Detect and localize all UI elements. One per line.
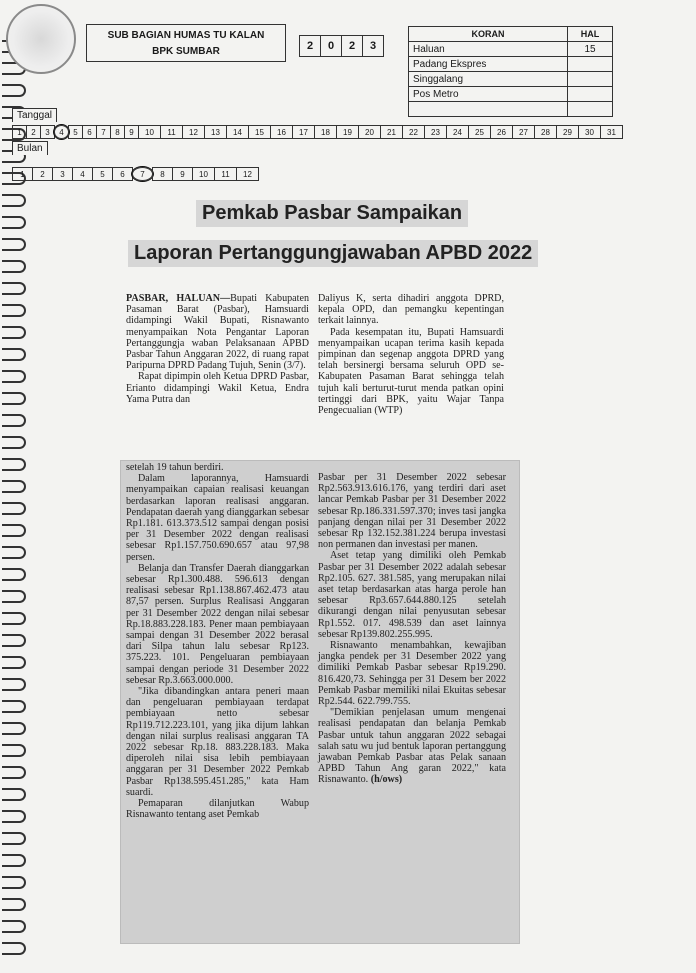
day-cell: 2 — [26, 125, 41, 139]
paragraph: Aset tetap yang dimiliki oleh Pemkab Pasbar per 31 Desember 2022 adalah sebesar Rp2.105. 627. 381.585, yang merupakan nilai aset tetap berdasarkan atas harga perole han sebesar Rp3.657.644.880.125 setelah dikurangi dengan nilai penyusutan sebesar Rp1.552. 017. 498.539 dan aset lainnya sebesar Rp139.802.255.995. — [318, 550, 506, 640]
office-name: SUB BAGIAN HUMAS TU KALAN — [107, 30, 265, 41]
day-cell: 29 — [556, 125, 579, 139]
day-cell: 26 — [490, 125, 513, 139]
tanggal-label: Tanggal — [12, 108, 57, 122]
office-unit: BPK SUMBAR — [152, 46, 220, 57]
binder-ring — [2, 480, 26, 493]
binder-ring — [2, 942, 26, 955]
year-digit: 2 — [299, 35, 321, 57]
day-cell: 16 — [270, 125, 293, 139]
month-cell: 3 — [52, 167, 73, 181]
binder-ring — [2, 854, 26, 867]
paper-page — [568, 72, 613, 87]
day-cell: 23 — [424, 125, 447, 139]
article-column-top-left — [126, 293, 309, 405]
paragraph: Risnawanto menambahkan, kewajiban jangka pendek per 31 Desember 2022 yang dimiliki Pemkab Pasbar sebesar Rp19.290. 816.420,73. Sehingga per 31 Desem ber 2022 Pemkab Pasbar memiliki nilai Ekuitas sebesar Rp2.544. 622.799.755. — [318, 640, 506, 708]
day-cell: 20 — [358, 125, 381, 139]
binder-ring — [2, 810, 26, 823]
month-cell: 8 — [152, 167, 173, 181]
day-cell: 28 — [534, 125, 557, 139]
day-cell: 21 — [380, 125, 403, 139]
day-cell: 18 — [314, 125, 337, 139]
day-cell: 15 — [248, 125, 271, 139]
day-cell: 10 — [138, 125, 161, 139]
paragraph: Bupati Kabupaten Pasaman Barat (Pasbar), Hamsuardi didampingi Wakil Bupati, Risnawanto menyampaikan Nota Pengantar Laporan Pertanggungja waban Pelaksanaan APBD Pasbar Tahun Anggaran 2022, di ruang rapat Paripurna DPRD Padang Tujuh, Senin (3/7). — [126, 293, 309, 372]
binder-ring — [2, 546, 26, 559]
month-cell: 2 — [32, 167, 53, 181]
binder-ring — [2, 524, 26, 537]
koran-header: KORAN — [409, 27, 568, 42]
paragraph: setelah 19 tahun berdiri. — [126, 462, 224, 473]
day-cell: 7 — [96, 125, 111, 139]
month-grid — [12, 167, 258, 181]
newspaper-table — [408, 26, 613, 117]
binder-ring — [2, 216, 26, 229]
binder-ring — [2, 612, 26, 625]
month-cell: 12 — [236, 167, 259, 181]
binder-ring — [2, 568, 26, 581]
day-cell: 27 — [512, 125, 535, 139]
day-cell: 13 — [204, 125, 227, 139]
paragraph: Pasbar per 31 Desember 2022 sebesar Rp2.563.913.616.176, yang terdiri dari aset lancar Pemkab Pasbar per 31 Desember 2022 sebesar Rp.186.331.597.370; inves tasi jangka panjang dengan nilai per 31 Desember 2022 sebesar Rp 132.152.381.224 berupa investasi non permanen dan investasi per manen. — [318, 472, 506, 551]
month-cell: 6 — [112, 167, 133, 181]
binder-ring — [2, 920, 26, 933]
binder-ring — [2, 194, 26, 207]
paper-name — [409, 102, 568, 117]
day-cell: 22 — [402, 125, 425, 139]
article-column-bottom-right — [318, 472, 506, 786]
month-cell-selected: 7 — [132, 167, 153, 181]
month-cell: 9 — [172, 167, 193, 181]
headline-line-2: Laporan Pertanggungjawaban APBD 2022 — [128, 240, 538, 267]
bulan-label: Bulan — [12, 141, 48, 155]
binder-ring — [2, 876, 26, 889]
day-cell: 24 — [446, 125, 469, 139]
binder-ring — [2, 458, 26, 471]
day-cell-selected: 4 — [54, 125, 69, 139]
binder-ring — [2, 590, 26, 603]
binder-ring — [2, 788, 26, 801]
article-column-bottom-left — [126, 462, 309, 821]
binder-ring — [2, 502, 26, 515]
month-cell: 5 — [92, 167, 113, 181]
agency-seal-icon — [6, 4, 76, 74]
binder-ring — [2, 304, 26, 317]
month-cell: 11 — [214, 167, 237, 181]
binder-ring — [2, 766, 26, 779]
binder-ring — [2, 392, 26, 405]
paper-name: Pos Metro — [409, 87, 568, 102]
binder-ring — [2, 744, 26, 757]
paragraph: "Jika dibandingkan antara peneri maan dan pengeluaran pembiayaan terdapat pembiayaan netto sebesar Rp119.712.223.101, yang jika dijum lahkan dengan nilai surplus realisasi anggaran TA 2022 sebesar Rp.18. 883.228.183. Maka diperoleh nilai sisa lebih pembiayaan anggaran per 31 Desember 2022 Pemkab Pasbar Rp138.595.451.285," kata Ham suardi. — [126, 686, 309, 798]
binder-ring — [2, 678, 26, 691]
paragraph: Pada kesempatan itu, Bupati Hamsuardi menyampaikan ucapan terima kasih kepada pimpinan dan segenap anggota DPRD yang telah bersinergi bersama seluruh OPD se-Kabupaten Pasaman Barat sehingga telah tujuh kali berturut-turut menda patkan opini tertinggi dari BPK, yaitu Wajar Tanpa Pengecualian (WTP) — [318, 326, 504, 417]
binder-ring — [2, 282, 26, 295]
binder-ring — [2, 84, 26, 97]
dateline: PASBAR, HALUAN— — [126, 293, 231, 304]
day-grid — [12, 125, 622, 139]
paragraph: Dalam laporannya, Hamsuardi menyampaikan capaian realisasi keuangan berdasarkan laporan realisasi anggaran. Pendapatan daerah yang dianggarkan sebesar Rp1.181. 613.373.512 sampai dengan posisi per 31 Desember 2022 dengan realisasi sebesar Rp1.157.750.690.657 atau 97,98 persen. — [126, 473, 309, 563]
binder-ring — [2, 370, 26, 383]
day-cell: 5 — [68, 125, 83, 139]
paragraph: Belanja dan Transfer Daerah dianggarkan sebesar Rp1.300.488. 596.613 dengan realisasi sebesar Rp1.138.867.462.473 atau 87,57 persen. Surplus Realisasi Anggaran per 31 Desember 2022 dengan nilai sebesar Rp.18.883.228.183. Pener maan pembiayaan sampai dengan 31 Desember 2022 berasal dari Silpa tahun lalu sebesar Rp123. 375.223. 101. Pengeluaran pembiayaan sampai dengan periode 31 Desember 2022 sebesar Rp.3.663.000.000. — [126, 562, 309, 686]
day-cell: 30 — [578, 125, 601, 139]
day-cell: 9 — [124, 125, 139, 139]
year-digit: 2 — [341, 35, 363, 57]
binder-ring — [2, 722, 26, 735]
day-cell: 1 — [12, 125, 27, 139]
binder-ring — [2, 700, 26, 713]
binder-ring — [2, 348, 26, 361]
paragraph: "Demikian penjelasan umum mengenai realisasi pendapatan dan belanja Pemkab Pasbar untuk tahun anggaran 2022 sebagai salah satu wu jud bentuk laporan pertanggung jawaban Pemkab Pasbar atas Pelak sanaan APBD Tahun Ang garan 2022," kata Risnawanto. — [318, 707, 506, 786]
month-cell: 1 — [12, 167, 33, 181]
day-cell: 31 — [600, 125, 623, 139]
binder-ring — [2, 634, 26, 647]
year-boxes — [299, 35, 383, 57]
paragraph: Rapat dipimpin oleh Ketua DPRD Pasbar, Erianto didampingi Wakil Ketua, Endra Yama Putra dan — [126, 371, 309, 405]
binder-ring — [2, 832, 26, 845]
paragraph: Daliyus K, serta dihadiri anggota DPRD, kepala OPD, dan pemangku kepentingan terkait lainnya. — [318, 293, 504, 327]
paper-name: Singgalang — [409, 72, 568, 87]
binder-ring — [2, 656, 26, 669]
binder-ring — [2, 326, 26, 339]
month-cell: 4 — [72, 167, 93, 181]
office-header — [86, 24, 286, 62]
hal-header: HAL — [568, 27, 613, 42]
binder-ring — [2, 436, 26, 449]
year-digit: 3 — [362, 35, 384, 57]
day-cell: 19 — [336, 125, 359, 139]
headline-line-1: Pemkab Pasbar Sampaikan — [196, 200, 468, 227]
binder-ring — [2, 238, 26, 251]
paper-page — [568, 102, 613, 117]
month-cell: 10 — [192, 167, 215, 181]
day-cell: 3 — [40, 125, 55, 139]
day-cell: 8 — [110, 125, 125, 139]
day-cell: 11 — [160, 125, 183, 139]
day-cell: 6 — [82, 125, 97, 139]
binder-ring — [2, 898, 26, 911]
day-cell: 14 — [226, 125, 249, 139]
day-cell: 17 — [292, 125, 315, 139]
paper-name: Padang Ekspres — [409, 57, 568, 72]
paper-name: Haluan — [409, 42, 568, 57]
day-cell: 12 — [182, 125, 205, 139]
byline: (h/ows) — [370, 774, 403, 786]
paper-page — [568, 87, 613, 102]
article-column-top-right — [318, 293, 504, 416]
paper-page: 15 — [568, 42, 613, 57]
paragraph: Pemaparan dilanjutkan Wabup Risnawanto tentang aset Pemkab — [126, 798, 309, 821]
binder-ring — [2, 414, 26, 427]
binder-ring — [2, 260, 26, 273]
day-cell: 25 — [468, 125, 491, 139]
paper-page — [568, 57, 613, 72]
year-digit: 0 — [320, 35, 342, 57]
